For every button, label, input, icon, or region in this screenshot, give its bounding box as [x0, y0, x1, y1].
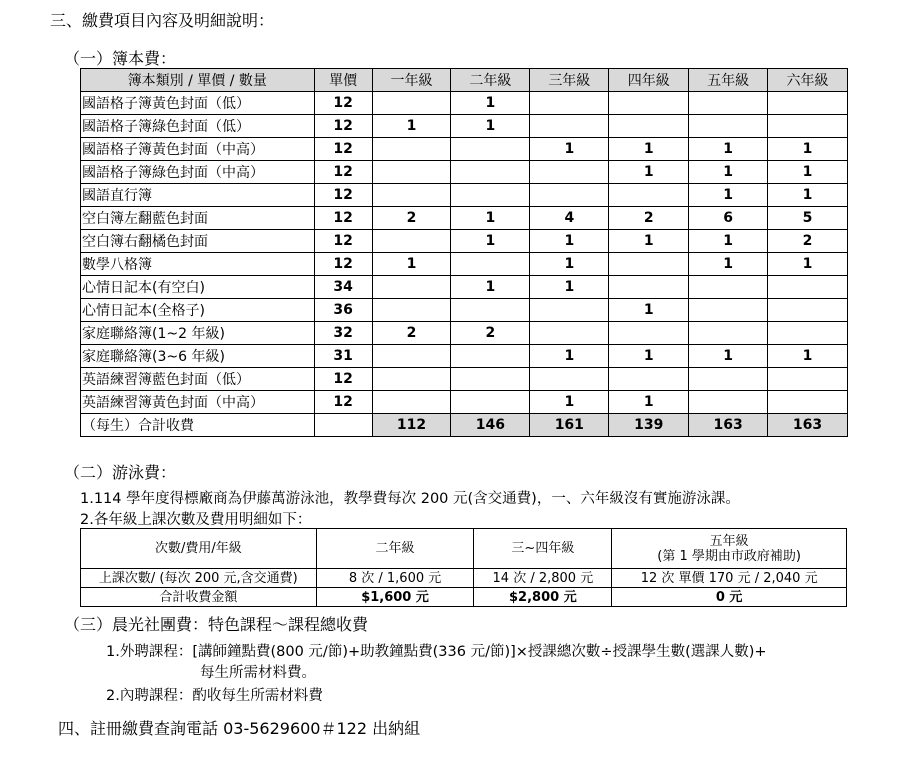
book-item-name: 心情日記本(有空白)	[81, 276, 315, 299]
swim-header-row	[81, 529, 847, 569]
book-table-body	[81, 92, 848, 437]
book-qty-grade-6: 5	[768, 207, 848, 230]
header-grade-4: 四年級	[609, 69, 689, 92]
book-item-price: 12	[314, 253, 372, 276]
book-qty-grade-1: 1	[372, 115, 451, 138]
book-qty-grade-1	[372, 299, 451, 322]
book-item-price: 12	[314, 184, 372, 207]
book-table-row	[81, 345, 848, 368]
swim-sessions-label: 上課次數/ (每次 200 元,含交通費)	[81, 569, 317, 588]
book-item-price: 12	[314, 115, 372, 138]
book-qty-grade-3: 1	[530, 138, 609, 161]
book-item-price: 12	[314, 391, 372, 414]
book-qty-grade-2: 1	[451, 276, 530, 299]
book-item-price: 36	[314, 299, 372, 322]
book-table-row	[81, 138, 848, 161]
book-table-header-row	[81, 69, 848, 92]
book-table-row	[81, 276, 848, 299]
swim-sessions-row	[81, 569, 847, 588]
book-qty-grade-3	[530, 184, 609, 207]
book-qty-grade-4: 1	[609, 299, 689, 322]
book-item-price: 12	[314, 92, 372, 115]
book-qty-grade-6: 1	[768, 184, 848, 207]
book-qty-grade-5	[689, 322, 768, 345]
book-qty-grade-1: 2	[372, 207, 451, 230]
book-qty-grade-1	[372, 138, 451, 161]
book-qty-grade-5	[689, 391, 768, 414]
club-item-1-line-2: 每生所需材料費。	[200, 665, 316, 681]
book-item-name: 心情日記本(全格子)	[81, 299, 315, 322]
book-qty-grade-1	[372, 391, 451, 414]
book-qty-grade-3	[530, 161, 609, 184]
book-qty-grade-2: 1	[451, 207, 530, 230]
swim-fee-heading: （二）游泳費：	[64, 463, 177, 482]
book-qty-grade-4	[609, 322, 689, 345]
book-qty-grade-5	[689, 115, 768, 138]
club-item-2: 2.內聘課程：酌收每生所需材料費	[106, 688, 323, 704]
book-item-name: 家庭聯絡簿(3~6 年級)	[81, 345, 315, 368]
swim-note-2: 2.各年級上課次數及費用明細如下：	[80, 512, 312, 528]
book-item-name: 國語直行簿	[81, 184, 315, 207]
book-qty-grade-3	[530, 299, 609, 322]
book-item-name: 家庭聯絡簿(1~2 年級)	[81, 322, 315, 345]
swim-header-grade-5	[612, 529, 847, 569]
book-qty-grade-6: 1	[768, 253, 848, 276]
book-qty-grade-5	[689, 368, 768, 391]
book-item-name: 國語格子簿黃色封面（中高）	[81, 138, 315, 161]
book-qty-grade-6	[768, 368, 848, 391]
book-qty-grade-4	[609, 115, 689, 138]
book-qty-grade-4: 1	[609, 161, 689, 184]
book-qty-grade-2	[451, 184, 530, 207]
book-qty-grade-1	[372, 345, 451, 368]
book-item-price: 32	[314, 322, 372, 345]
book-qty-grade-6	[768, 115, 848, 138]
book-qty-grade-1: 2	[372, 322, 451, 345]
swim-header-grade-3-4: 三~四年級	[474, 529, 612, 569]
book-total-grade-3: 161	[530, 414, 609, 437]
book-item-name: 國語格子簿綠色封面（中高）	[81, 161, 315, 184]
book-item-name: 空白簿左翻藍色封面	[81, 207, 315, 230]
book-qty-grade-2	[451, 368, 530, 391]
book-qty-grade-2: 1	[451, 230, 530, 253]
swim-fee-table	[80, 528, 847, 607]
book-total-grade-2: 146	[451, 414, 530, 437]
book-qty-grade-3	[530, 115, 609, 138]
book-qty-grade-1	[372, 184, 451, 207]
club-item-1-line-1: 1.外聘課程：[講師鐘點費(800 元/節)+助教鐘點費(336 元/節)]×授課總次數÷授課學生數(選課人數)+	[106, 644, 767, 660]
book-fee-table	[80, 68, 848, 437]
book-total-price-empty	[314, 414, 372, 437]
book-item-name: 英語練習簿黃色封面（中高）	[81, 391, 315, 414]
book-qty-grade-5: 1	[689, 230, 768, 253]
swim-sessions-grade-2: 8 次 / 1,600 元	[316, 569, 474, 588]
book-qty-grade-6	[768, 92, 848, 115]
book-table-row	[81, 391, 848, 414]
book-table-row	[81, 161, 848, 184]
swim-sessions-grade-3-4: 14 次 / 2,800 元	[474, 569, 612, 588]
book-item-name: 空白簿右翻橘色封面	[81, 230, 315, 253]
book-qty-grade-5	[689, 276, 768, 299]
book-total-grade-4: 139	[609, 414, 689, 437]
book-qty-grade-3: 4	[530, 207, 609, 230]
book-item-name: 英語練習簿藍色封面（低）	[81, 368, 315, 391]
book-qty-grade-6	[768, 322, 848, 345]
book-qty-grade-5: 1	[689, 161, 768, 184]
book-qty-grade-4: 1	[609, 230, 689, 253]
book-qty-grade-3: 1	[530, 230, 609, 253]
book-item-price: 12	[314, 207, 372, 230]
book-table-row	[81, 115, 848, 138]
book-qty-grade-3: 1	[530, 391, 609, 414]
book-qty-grade-4	[609, 276, 689, 299]
book-total-grade-5: 163	[689, 414, 768, 437]
book-qty-grade-4: 1	[609, 138, 689, 161]
book-qty-grade-3	[530, 92, 609, 115]
book-qty-grade-4	[609, 92, 689, 115]
book-table-row	[81, 322, 848, 345]
book-qty-grade-3	[530, 368, 609, 391]
book-qty-grade-5: 1	[689, 345, 768, 368]
club-fee-heading: （三）晨光社團費：特色課程～課程總收費	[64, 615, 369, 634]
book-qty-grade-5	[689, 299, 768, 322]
book-item-name: 數學八格簿	[81, 253, 315, 276]
book-qty-grade-3: 1	[530, 276, 609, 299]
book-qty-grade-2	[451, 391, 530, 414]
book-total-grade-1: 112	[372, 414, 451, 437]
book-item-price: 12	[314, 161, 372, 184]
book-qty-grade-2	[451, 161, 530, 184]
book-qty-grade-6	[768, 299, 848, 322]
book-qty-grade-4: 1	[609, 345, 689, 368]
book-qty-grade-5: 1	[689, 253, 768, 276]
book-qty-grade-4: 1	[609, 391, 689, 414]
swim-header-grade-2: 二年級	[316, 529, 474, 569]
book-qty-grade-1	[372, 230, 451, 253]
book-table-row	[81, 92, 848, 115]
book-qty-grade-4	[609, 184, 689, 207]
book-table-row	[81, 253, 848, 276]
book-qty-grade-1	[372, 92, 451, 115]
book-qty-grade-4	[609, 253, 689, 276]
book-qty-grade-4: 2	[609, 207, 689, 230]
book-qty-grade-1	[372, 368, 451, 391]
book-item-price: 12	[314, 138, 372, 161]
header-grade-5: 五年級	[689, 69, 768, 92]
book-qty-grade-2	[451, 299, 530, 322]
book-qty-grade-2	[451, 253, 530, 276]
book-qty-grade-6: 1	[768, 345, 848, 368]
book-item-name: 國語格子簿黃色封面（低）	[81, 92, 315, 115]
book-item-price: 31	[314, 345, 372, 368]
book-qty-grade-6	[768, 276, 848, 299]
book-qty-grade-5: 6	[689, 207, 768, 230]
book-qty-grade-2: 1	[451, 92, 530, 115]
swim-header-category: 次數/費用/年級	[81, 529, 317, 569]
book-table-row	[81, 299, 848, 322]
header-category: 簿本類別 / 單價 / 數量	[81, 69, 315, 92]
swim-total-grade-2: $1,600 元	[316, 588, 474, 607]
book-item-price: 12	[314, 230, 372, 253]
book-qty-grade-2	[451, 138, 530, 161]
book-qty-grade-3	[530, 322, 609, 345]
book-qty-grade-6: 1	[768, 138, 848, 161]
book-qty-grade-2: 1	[451, 115, 530, 138]
book-total-label: （每生）合計收費	[81, 414, 315, 437]
book-table-row	[81, 368, 848, 391]
section-4-contact: 四、註冊繳費查詢電話 03-5629600＃122 出納組	[58, 719, 421, 738]
book-item-price: 34	[314, 276, 372, 299]
book-total-row	[81, 414, 848, 437]
book-qty-grade-4	[609, 368, 689, 391]
book-fee-heading: （一）簿本費：	[64, 49, 177, 68]
book-qty-grade-6: 2	[768, 230, 848, 253]
book-qty-grade-3: 1	[530, 253, 609, 276]
book-item-name: 國語格子簿綠色封面（低）	[81, 115, 315, 138]
book-qty-grade-5: 1	[689, 184, 768, 207]
swim-total-row	[81, 588, 847, 607]
header-grade-6: 六年級	[768, 69, 848, 92]
book-qty-grade-5: 1	[689, 138, 768, 161]
book-qty-grade-6	[768, 391, 848, 414]
swim-header-grade-5-label: 五年級	[709, 533, 749, 549]
swim-sessions-grade-5: 12 次 單價 170 元 / 2,040 元	[612, 569, 847, 588]
book-qty-grade-2	[451, 345, 530, 368]
swim-total-label: 合計收費金額	[81, 588, 317, 607]
book-total-grade-6: 163	[768, 414, 848, 437]
header-grade-2: 二年級	[451, 69, 530, 92]
swim-note-1: 1.114 學年度得標廠商為伊藤萬游泳池，教學費每次 200 元(含交通費)，一、六年級沒有實施游泳課。	[80, 491, 740, 507]
book-qty-grade-1: 1	[372, 253, 451, 276]
book-qty-grade-2: 2	[451, 322, 530, 345]
book-qty-grade-1	[372, 276, 451, 299]
swim-total-grade-5: 0 元	[612, 588, 847, 607]
book-qty-grade-3: 1	[530, 345, 609, 368]
book-table-row	[81, 207, 848, 230]
header-grade-1: 一年級	[372, 69, 451, 92]
swim-header-grade-5-note: (第 1 學期由市政府補助)	[657, 548, 801, 564]
book-qty-grade-6: 1	[768, 161, 848, 184]
book-qty-grade-5	[689, 92, 768, 115]
book-table-row	[81, 230, 848, 253]
book-qty-grade-1	[372, 161, 451, 184]
header-unit-price: 單價	[314, 69, 372, 92]
swim-total-grade-3-4: $2,800 元	[474, 588, 612, 607]
header-grade-3: 三年級	[530, 69, 609, 92]
section-3-heading: 三、繳費項目內容及明細說明：	[50, 11, 275, 30]
book-table-row	[81, 184, 848, 207]
book-item-price: 12	[314, 368, 372, 391]
